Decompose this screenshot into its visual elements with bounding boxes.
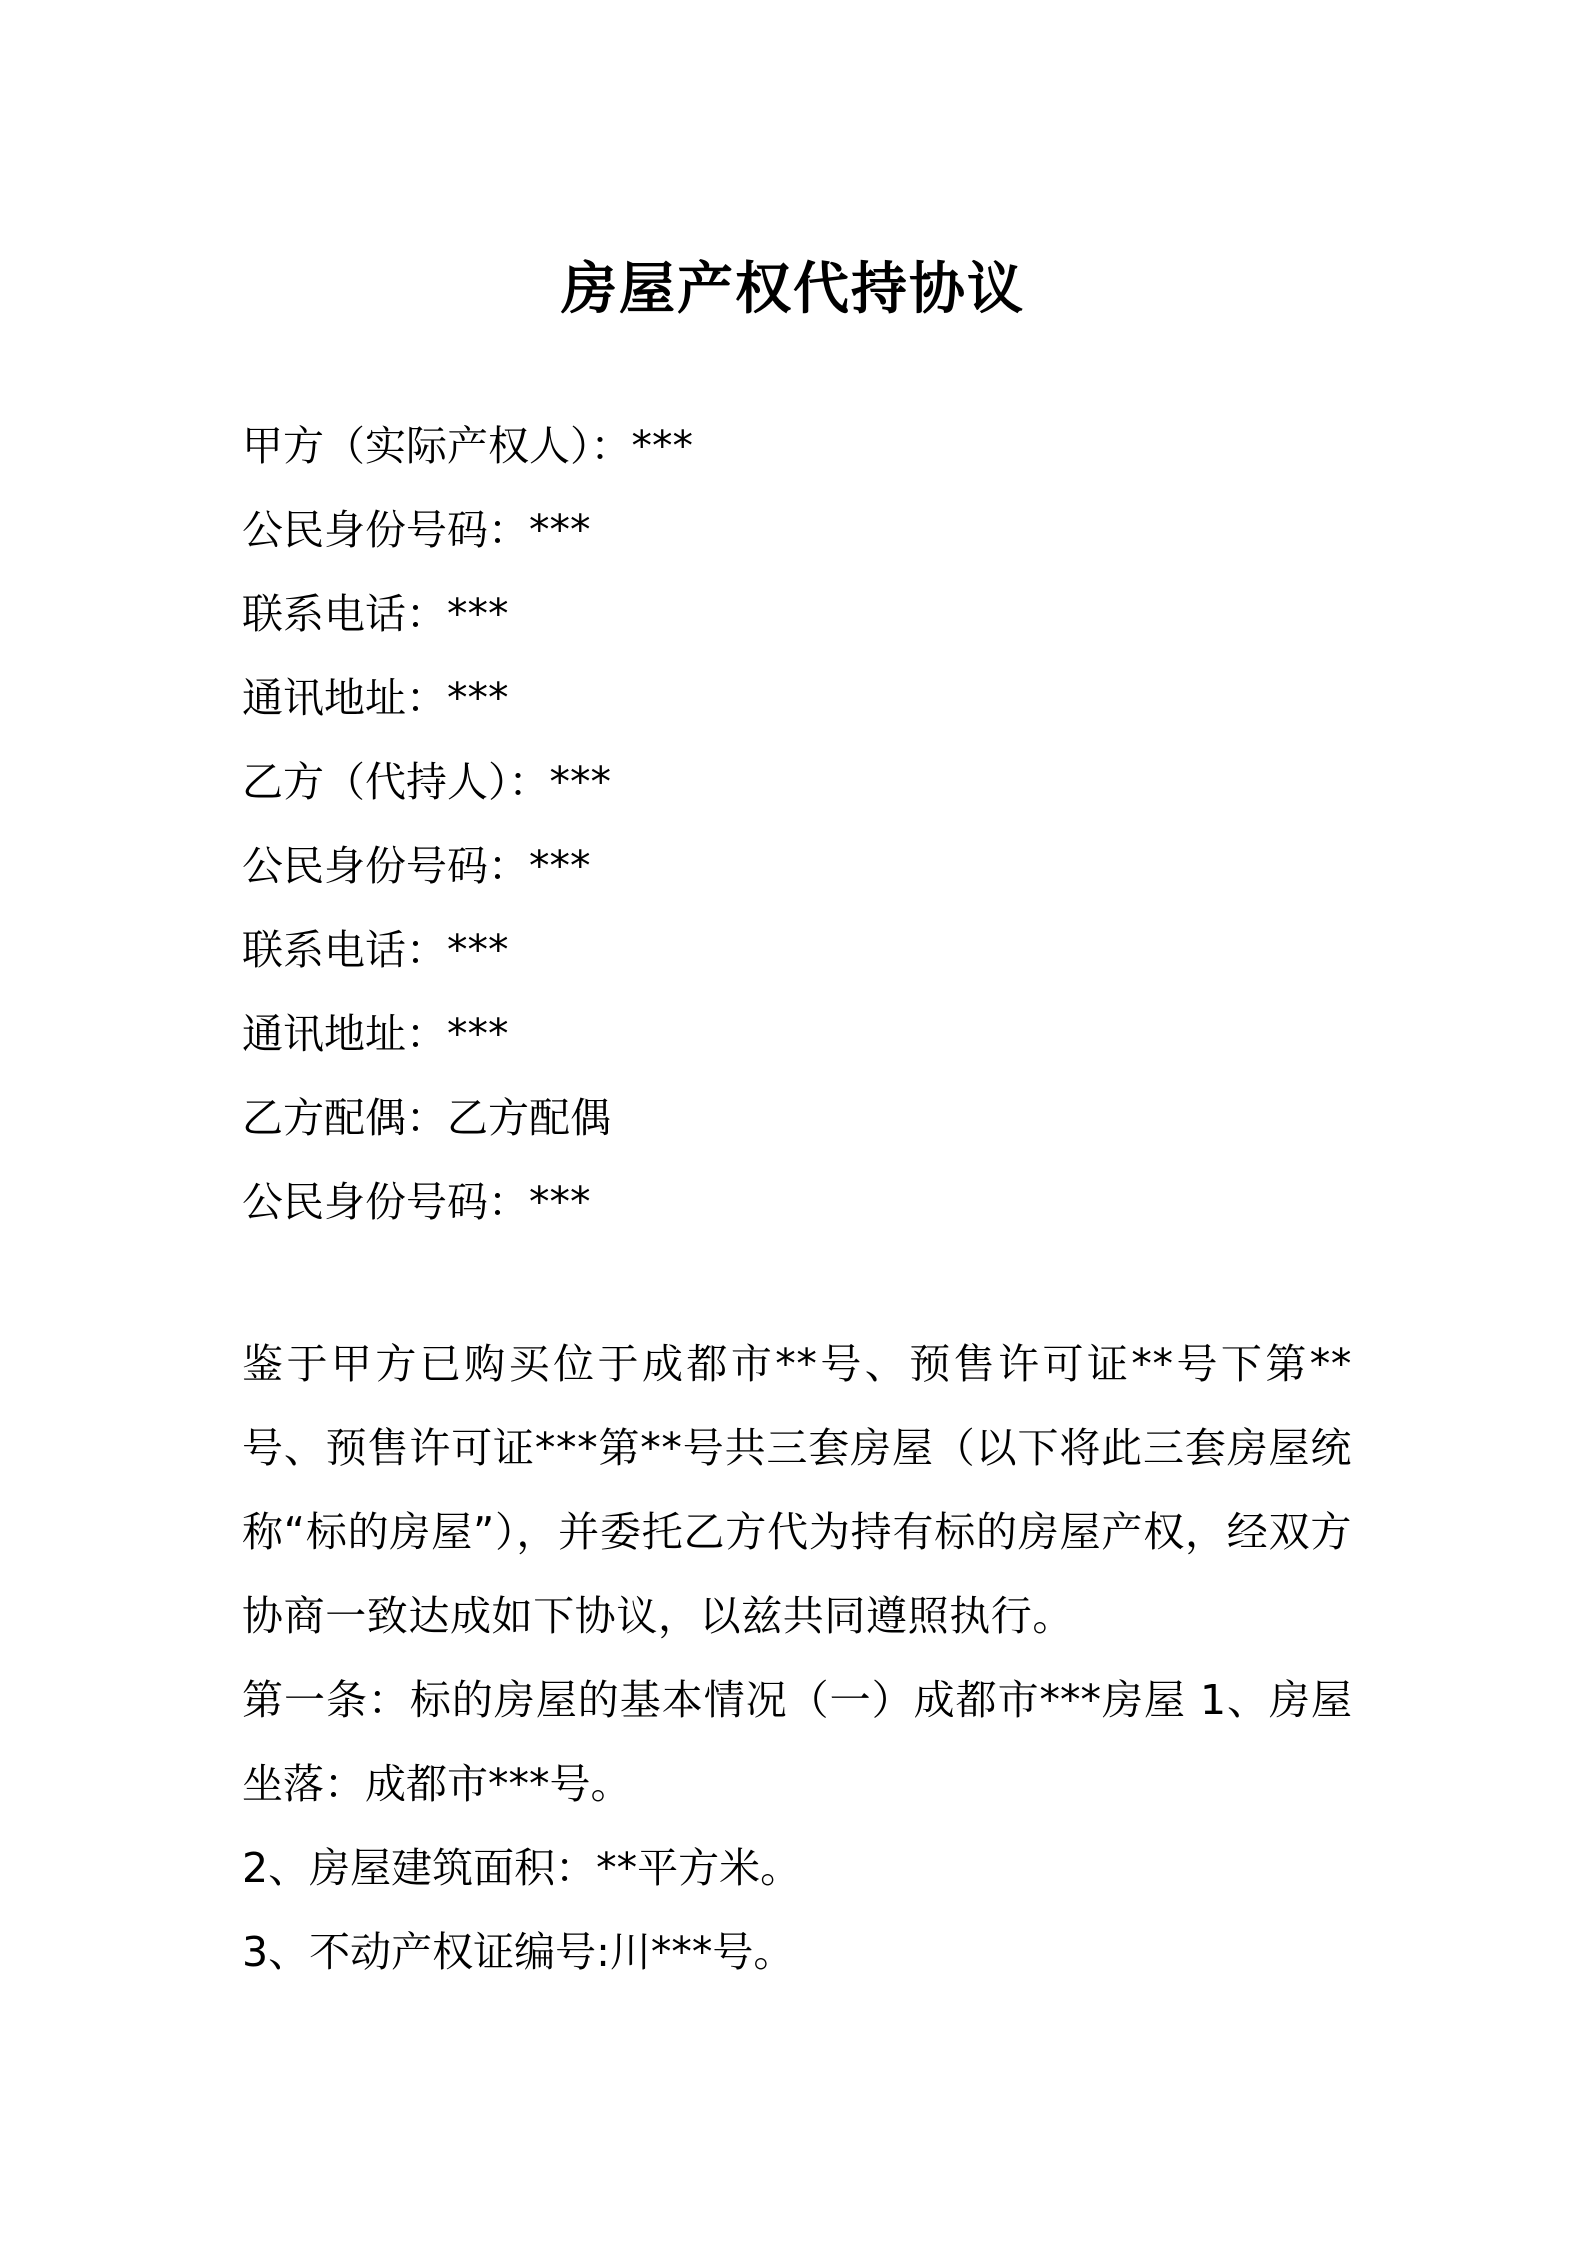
article-one-paragraph: 第一条：标的房屋的基本情况（一）成都市***房屋 1、房屋坐落：成都市***号。 xyxy=(242,1676,1352,1808)
party-b-id-number: 公民身份号码：*** xyxy=(242,842,591,890)
party-b-address: 通讯地址：*** xyxy=(242,1010,509,1058)
party-a-phone: 联系电话：*** xyxy=(242,590,509,638)
party-a-address: 通讯地址：*** xyxy=(242,674,509,722)
party-a-id-number: 公民身份号码：*** xyxy=(242,506,591,554)
preamble-paragraph: 鉴于甲方已购买位于成都市**号、预售许可证**号下第**号、预售许可证***第**号共三套房屋（以下将此三套房屋统称“标的房屋”），并委托乙方代为持有标的房屋产权，经双方协商一致达成如下协议，以兹共同遵照执行。 xyxy=(242,1340,1352,1640)
agreement-body xyxy=(242,1322,1352,1994)
property-certificate-item: 3、不动产权证编号:川***号。 xyxy=(242,1928,795,1976)
party-a-name: 甲方（实际产权人）：*** xyxy=(242,422,693,470)
party-b-phone: 联系电话：*** xyxy=(242,926,509,974)
party-info-list xyxy=(242,404,1352,1244)
party-b-spouse-id-number: 公民身份号码：*** xyxy=(242,1178,591,1226)
building-area-item: 2、房屋建筑面积：**平方米。 xyxy=(242,1844,802,1892)
document-title: 房屋产权代持协议 xyxy=(561,257,1025,322)
party-b-spouse: 乙方配偶：乙方配偶 xyxy=(242,1094,611,1142)
party-b-name: 乙方（代持人）：*** xyxy=(242,758,611,806)
